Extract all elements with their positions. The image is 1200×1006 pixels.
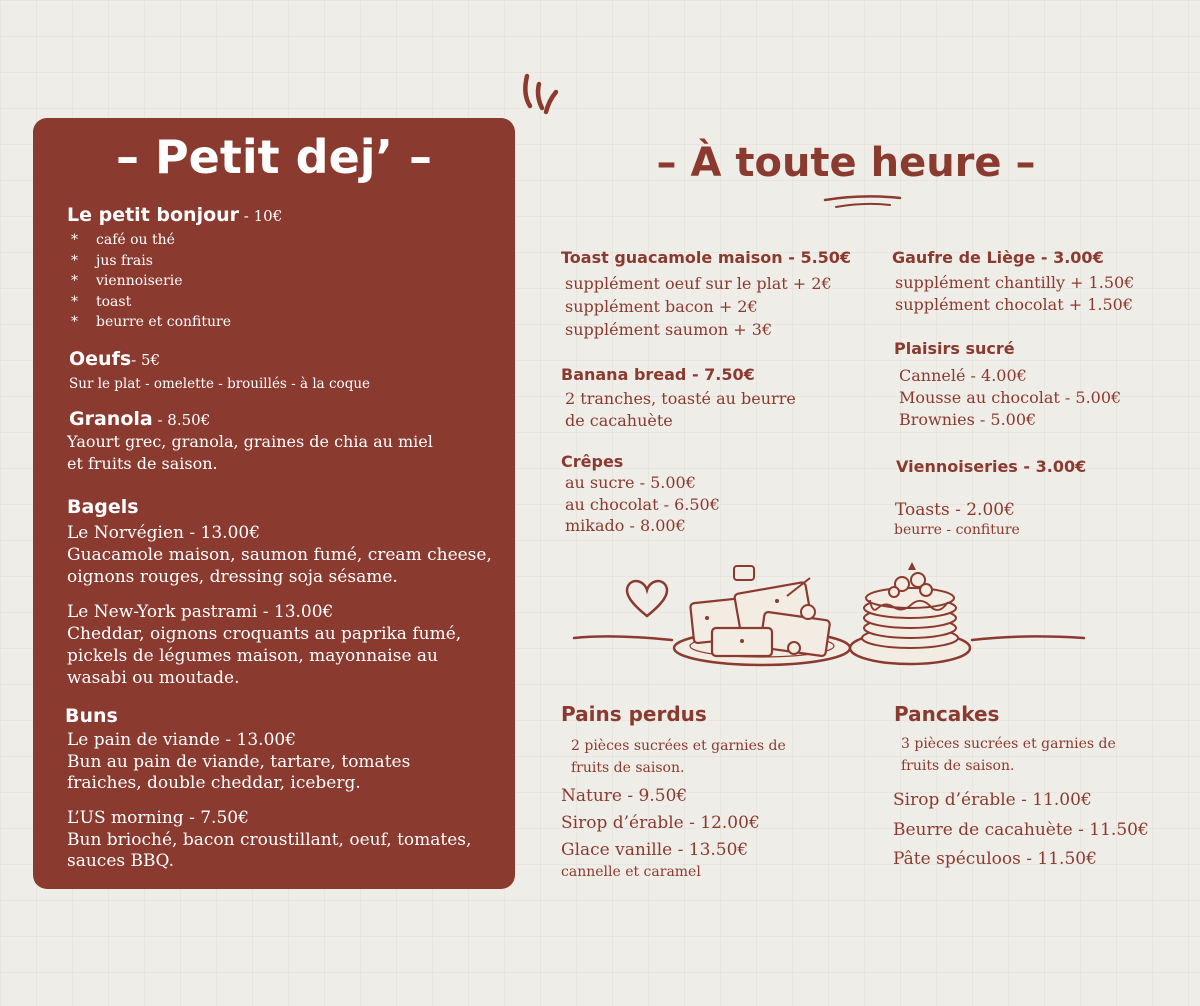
item-pains-perdus: Pains perdus — [561, 702, 707, 726]
item-name: Granola — [69, 408, 153, 430]
item-desc: au chocolat - 6.50€ — [565, 495, 720, 514]
option-nature: Nature - 9.50€ — [561, 786, 688, 806]
item-desc: Cheddar, oignons croquants au paprika fumé, — [67, 624, 462, 644]
item-desc: de cacahuète — [565, 411, 673, 430]
item-banana-bread: Banana bread - 7.50€ — [561, 365, 755, 384]
bonjour-list — [71, 232, 231, 335]
item-desc: Yaourt grec, granola, graines de chia au miel — [67, 432, 433, 451]
sparkle-icon — [518, 72, 564, 128]
item-price: - 8.50€ — [152, 411, 211, 429]
item-desc: fruits de saison. — [571, 760, 685, 776]
item-toasts: Toasts - 2.00€ — [895, 500, 1015, 520]
subsection-title-buns: Buns — [65, 705, 118, 727]
option-glace: Glace vanille - 13.50€ — [561, 840, 749, 860]
item-pancakes: Pancakes — [894, 702, 1000, 726]
item-desc: supplément chantilly + 1.50€ — [895, 273, 1135, 292]
item-desc: et fruits de saison. — [67, 454, 218, 473]
item-desc: supplément oeuf sur le plat + 2€ — [565, 274, 832, 293]
subsection-title-bagels: Bagels — [67, 496, 139, 518]
item-desc: sauces BBQ. — [67, 851, 174, 871]
list-item: * toast — [71, 293, 132, 310]
item-name: Le petit bonjour — [67, 204, 240, 226]
item-desc: 2 pièces sucrées et garnies de — [571, 738, 786, 754]
item-desc: supplément chocolat + 1.50€ — [895, 295, 1134, 314]
item-name: Le New-York pastrami - 13.00€ — [67, 602, 334, 622]
list-item: * beurre et confiture — [71, 314, 231, 330]
item-desc: 2 tranches, toasté au beurre — [565, 389, 796, 408]
underline-swash — [822, 192, 904, 212]
item-desc: Guacamole maison, saumon fumé, cream cheese, — [67, 545, 492, 565]
item-petit-bonjour — [67, 204, 282, 226]
list-item: * jus frais — [71, 252, 153, 269]
food-illustration — [572, 556, 1086, 674]
option-sirop: Sirop d’érable - 11.00€ — [893, 790, 1092, 810]
pancake-stack-illustration — [850, 562, 970, 664]
item-crepes: Crêpes — [561, 452, 624, 471]
item-desc: Sur le plat - omelette - brouillés - à la coque — [69, 376, 371, 392]
item-granola — [69, 408, 210, 430]
item-desc: Mousse au chocolat - 5.00€ — [899, 388, 1122, 407]
item-desc: Cannelé - 4.00€ — [899, 366, 1027, 385]
item-name: Le pain de viande - 13.00€ — [67, 730, 297, 750]
item-plaisirs-sucre: Plaisirs sucré — [894, 339, 1015, 358]
item-desc: supplément saumon + 3€ — [565, 320, 773, 339]
petit-dej-panel — [33, 118, 515, 889]
option-speculoos: Pâte spéculoos - 11.50€ — [893, 849, 1097, 869]
item-desc: pickels de légumes maison, mayonnaise au — [67, 646, 438, 666]
list-item: * viennoiserie — [71, 273, 183, 289]
item-desc: mikado - 8.00€ — [565, 516, 686, 535]
item-desc: oignons rouges, dressing soja sésame. — [67, 567, 398, 587]
item-price: - 5€ — [131, 351, 161, 369]
item-oeufs — [69, 348, 160, 370]
french-toast-illustration — [674, 566, 850, 665]
item-desc: supplément bacon + 2€ — [565, 297, 758, 316]
item-desc: Bun brioché, bacon croustillant, oeuf, tomates, — [67, 830, 472, 850]
item-price: - 10€ — [239, 207, 283, 225]
item-desc: 3 pièces sucrées et garnies de — [901, 736, 1116, 752]
item-toast-guacamole: Toast guacamole maison - 5.50€ — [561, 248, 852, 267]
heart-icon — [627, 581, 667, 616]
option-note: cannelle et caramel — [561, 864, 701, 880]
item-desc: au sucre - 5.00€ — [565, 473, 696, 492]
item-desc: fraiches, double cheddar, iceberg. — [67, 773, 361, 793]
section-title-petit-dej: – Petit dej’ – — [115, 130, 433, 184]
item-viennoiseries: Viennoiseries - 3.00€ — [896, 457, 1087, 476]
item-gaufre: Gaufre de Liège - 3.00€ — [892, 248, 1104, 267]
item-name: L’US morning - 7.50€ — [67, 808, 249, 828]
option-sirop: Sirop d’érable - 12.00€ — [561, 813, 760, 833]
item-desc: fruits de saison. — [901, 758, 1015, 774]
section-title-a-toute-heure: – À toute heure – — [656, 140, 1036, 186]
option-beurre-cacahuete: Beurre de cacahuète - 11.50€ — [893, 820, 1149, 840]
item-name: Le Norvégien - 13.00€ — [67, 523, 261, 543]
list-item: * café ou thé — [71, 232, 175, 248]
item-desc: Brownies - 5.00€ — [899, 410, 1037, 429]
item-desc: beurre - confiture — [894, 522, 1020, 538]
item-name: Oeufs — [69, 348, 132, 370]
item-desc: Bun au pain de viande, tartare, tomates — [67, 752, 411, 772]
item-desc: wasabi ou moutade. — [67, 668, 240, 688]
